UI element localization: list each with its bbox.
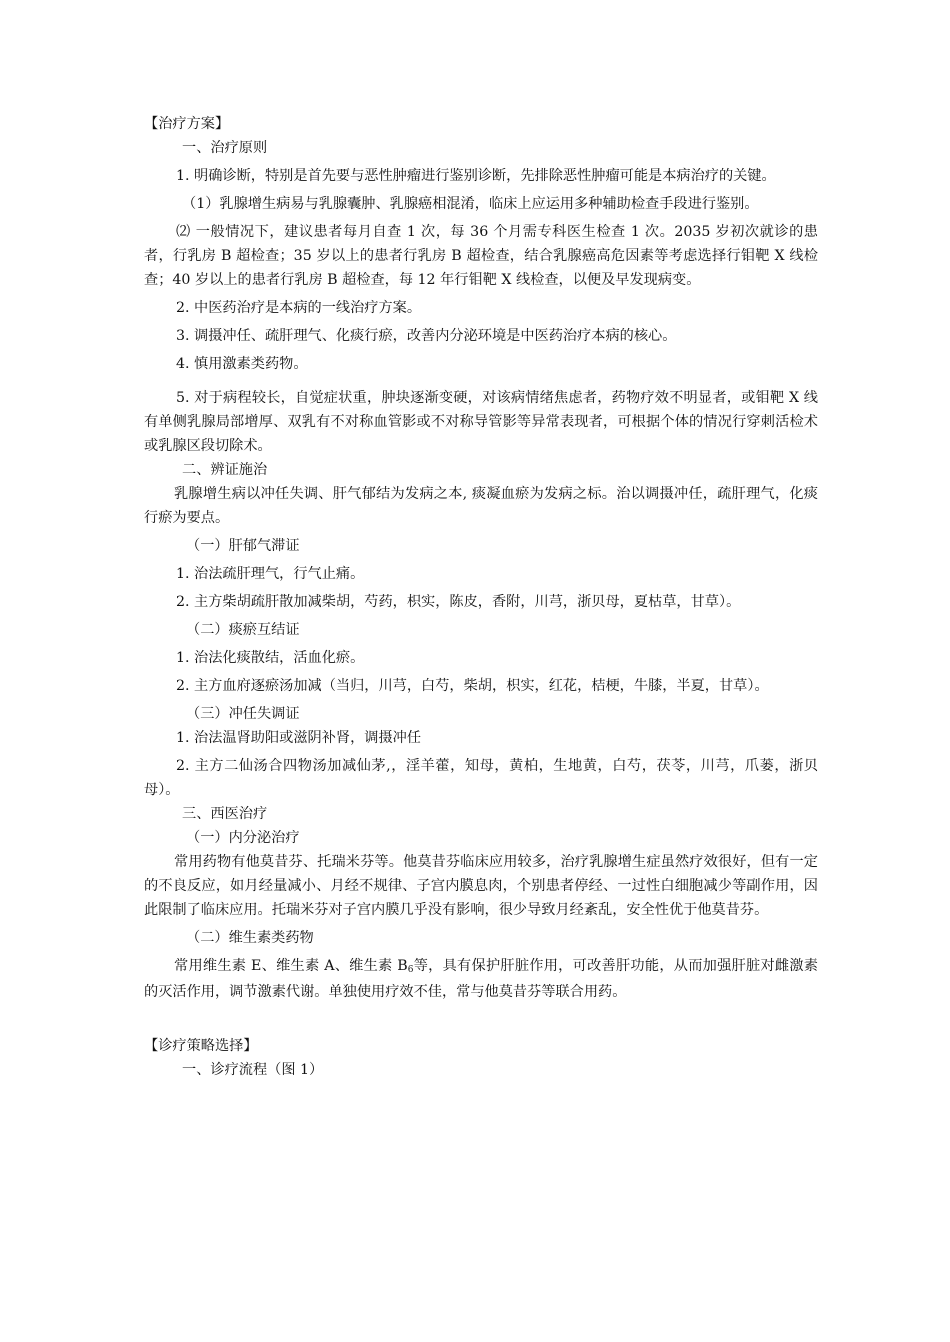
strategy-heading: 【诊疗策略选择】	[144, 1038, 258, 1054]
liver-qi-formula: 2. 主方柴胡疏肝散加减柴胡，芍药，枳实，陈皮，香附，川芎，浙贝母，夏枯草，甘草）。	[176, 594, 741, 610]
chong-ren-formula: 2. 主方二仙汤合四物汤加减仙茅,，淫羊藿，知母，黄柏，生地黄，白芍，茯苓，川芎，爪蒌，浙贝母）。	[144, 758, 818, 798]
tcm-intro: 乳腺增生病以冲任失调、肝气郁结为发病之本, 痰凝血瘀为发病之标。治以调摄冲任，疏肝理气，化痰行瘀为要点。	[144, 486, 818, 526]
principle-4: 4. 慎用激素类药物。	[176, 356, 308, 372]
vitamin-subscript: 6	[407, 965, 414, 975]
principle-1-1: （1）乳腺增生病易与乳腺囊肿、乳腺癌相混淆，临床上应运用多种辅助检查手段进行鉴别。	[182, 196, 759, 212]
western-heading: 三、西医治疗	[182, 806, 268, 822]
vitamin-text-part-a: 常用维生素 E、维生素 A、维生素 B	[174, 958, 408, 974]
treatment-plan-heading: 【治疗方案】	[144, 116, 230, 132]
vitamin-heading: （二）维生素类药物	[186, 930, 314, 946]
principles-heading: 一、治疗原则	[182, 140, 268, 156]
principle-1-2: ⑵ 一般情况下，建议患者每月自查 1 次，每 36 个月需专科医生检查 1 次。2035 岁初次就诊的患者，行乳房 B 超检查；35 岁以上的患者行乳房 B 超检查，结合乳腺癌高危因素等考虑选择行钼靶 X 线检查；40 岁以上的患者行乳房 B 超检查，每 12 年行钼靶 X 线检查，以便及早发现病变。	[144, 224, 818, 288]
principle-2: 2. 中医药治疗是本病的一线治疗方案。	[176, 300, 422, 316]
vitamin-text	[144, 954, 818, 1004]
phlegm-stasis-heading: （二）痰瘀互结证	[186, 622, 300, 638]
chong-ren-method: 1. 治法温肾助阳或滋阴补肾，调摄冲任	[176, 730, 422, 746]
endocrine-text: 常用药物有他莫昔芬、托瑞米芬等。他莫昔芬临床应用较多，治疗乳腺增生症虽然疗效很好，但有一定的不良反应，如月经量减小、月经不规律、子宫内膜息肉，个别患者停经、一过性白细胞减少等副作用，因此限制了临床应用。托瑞米芬对子宫内膜几乎没有影响，很少导致月经紊乱，安全性优于他莫昔芬。	[144, 854, 818, 918]
principle-1: 1. 明确诊断，特别是首先要与恶性肿瘤进行鉴别诊断，先排除恶性肿瘤可能是本病治疗的关键。	[176, 168, 776, 184]
document-body	[144, 112, 818, 1082]
flow-heading: 一、诊疗流程（图 1）	[182, 1062, 324, 1078]
endocrine-heading: （一）内分泌治疗	[186, 830, 300, 846]
chong-ren-heading: （三）冲任失调证	[186, 706, 300, 722]
liver-qi-heading: （一）肝郁气滞证	[186, 538, 300, 554]
principle-5: 5. 对于病程较长，自觉症状重，肿块逐渐变硬，对该病情绪焦虑者，药物疗效不明显者，或钼靶 X 线有单侧乳腺局部增厚、双乳有不对称血管影或不对称导管影等异常表现者，可根据个体的情况行穿刺活检术或乳腺区段切除术。	[144, 390, 818, 454]
phlegm-stasis-method: 1. 治法化痰散结，活血化瘀。	[176, 650, 365, 666]
principle-3: 3. 调摄冲任、疏肝理气、化痰行瘀，改善内分泌环境是中医药治疗本病的核心。	[176, 328, 677, 344]
liver-qi-method: 1. 治法疏肝理气，行气止痛。	[176, 566, 365, 582]
vitamin-text-part-b: 等，具有保护肝脏作用，可改善肝功能，从而加强肝脏对雌激素的灭活作用，调节激素代谢。单独使用疗效不佳，常与他莫昔芬等联合用药。	[144, 958, 818, 1000]
tcm-heading: 二、辨证施治	[182, 462, 268, 478]
phlegm-stasis-formula: 2. 主方血府逐瘀汤加减（当归，川芎，白芍，柴胡，枳实，红花，桔梗，牛膝，半夏，甘草）。	[176, 678, 769, 694]
